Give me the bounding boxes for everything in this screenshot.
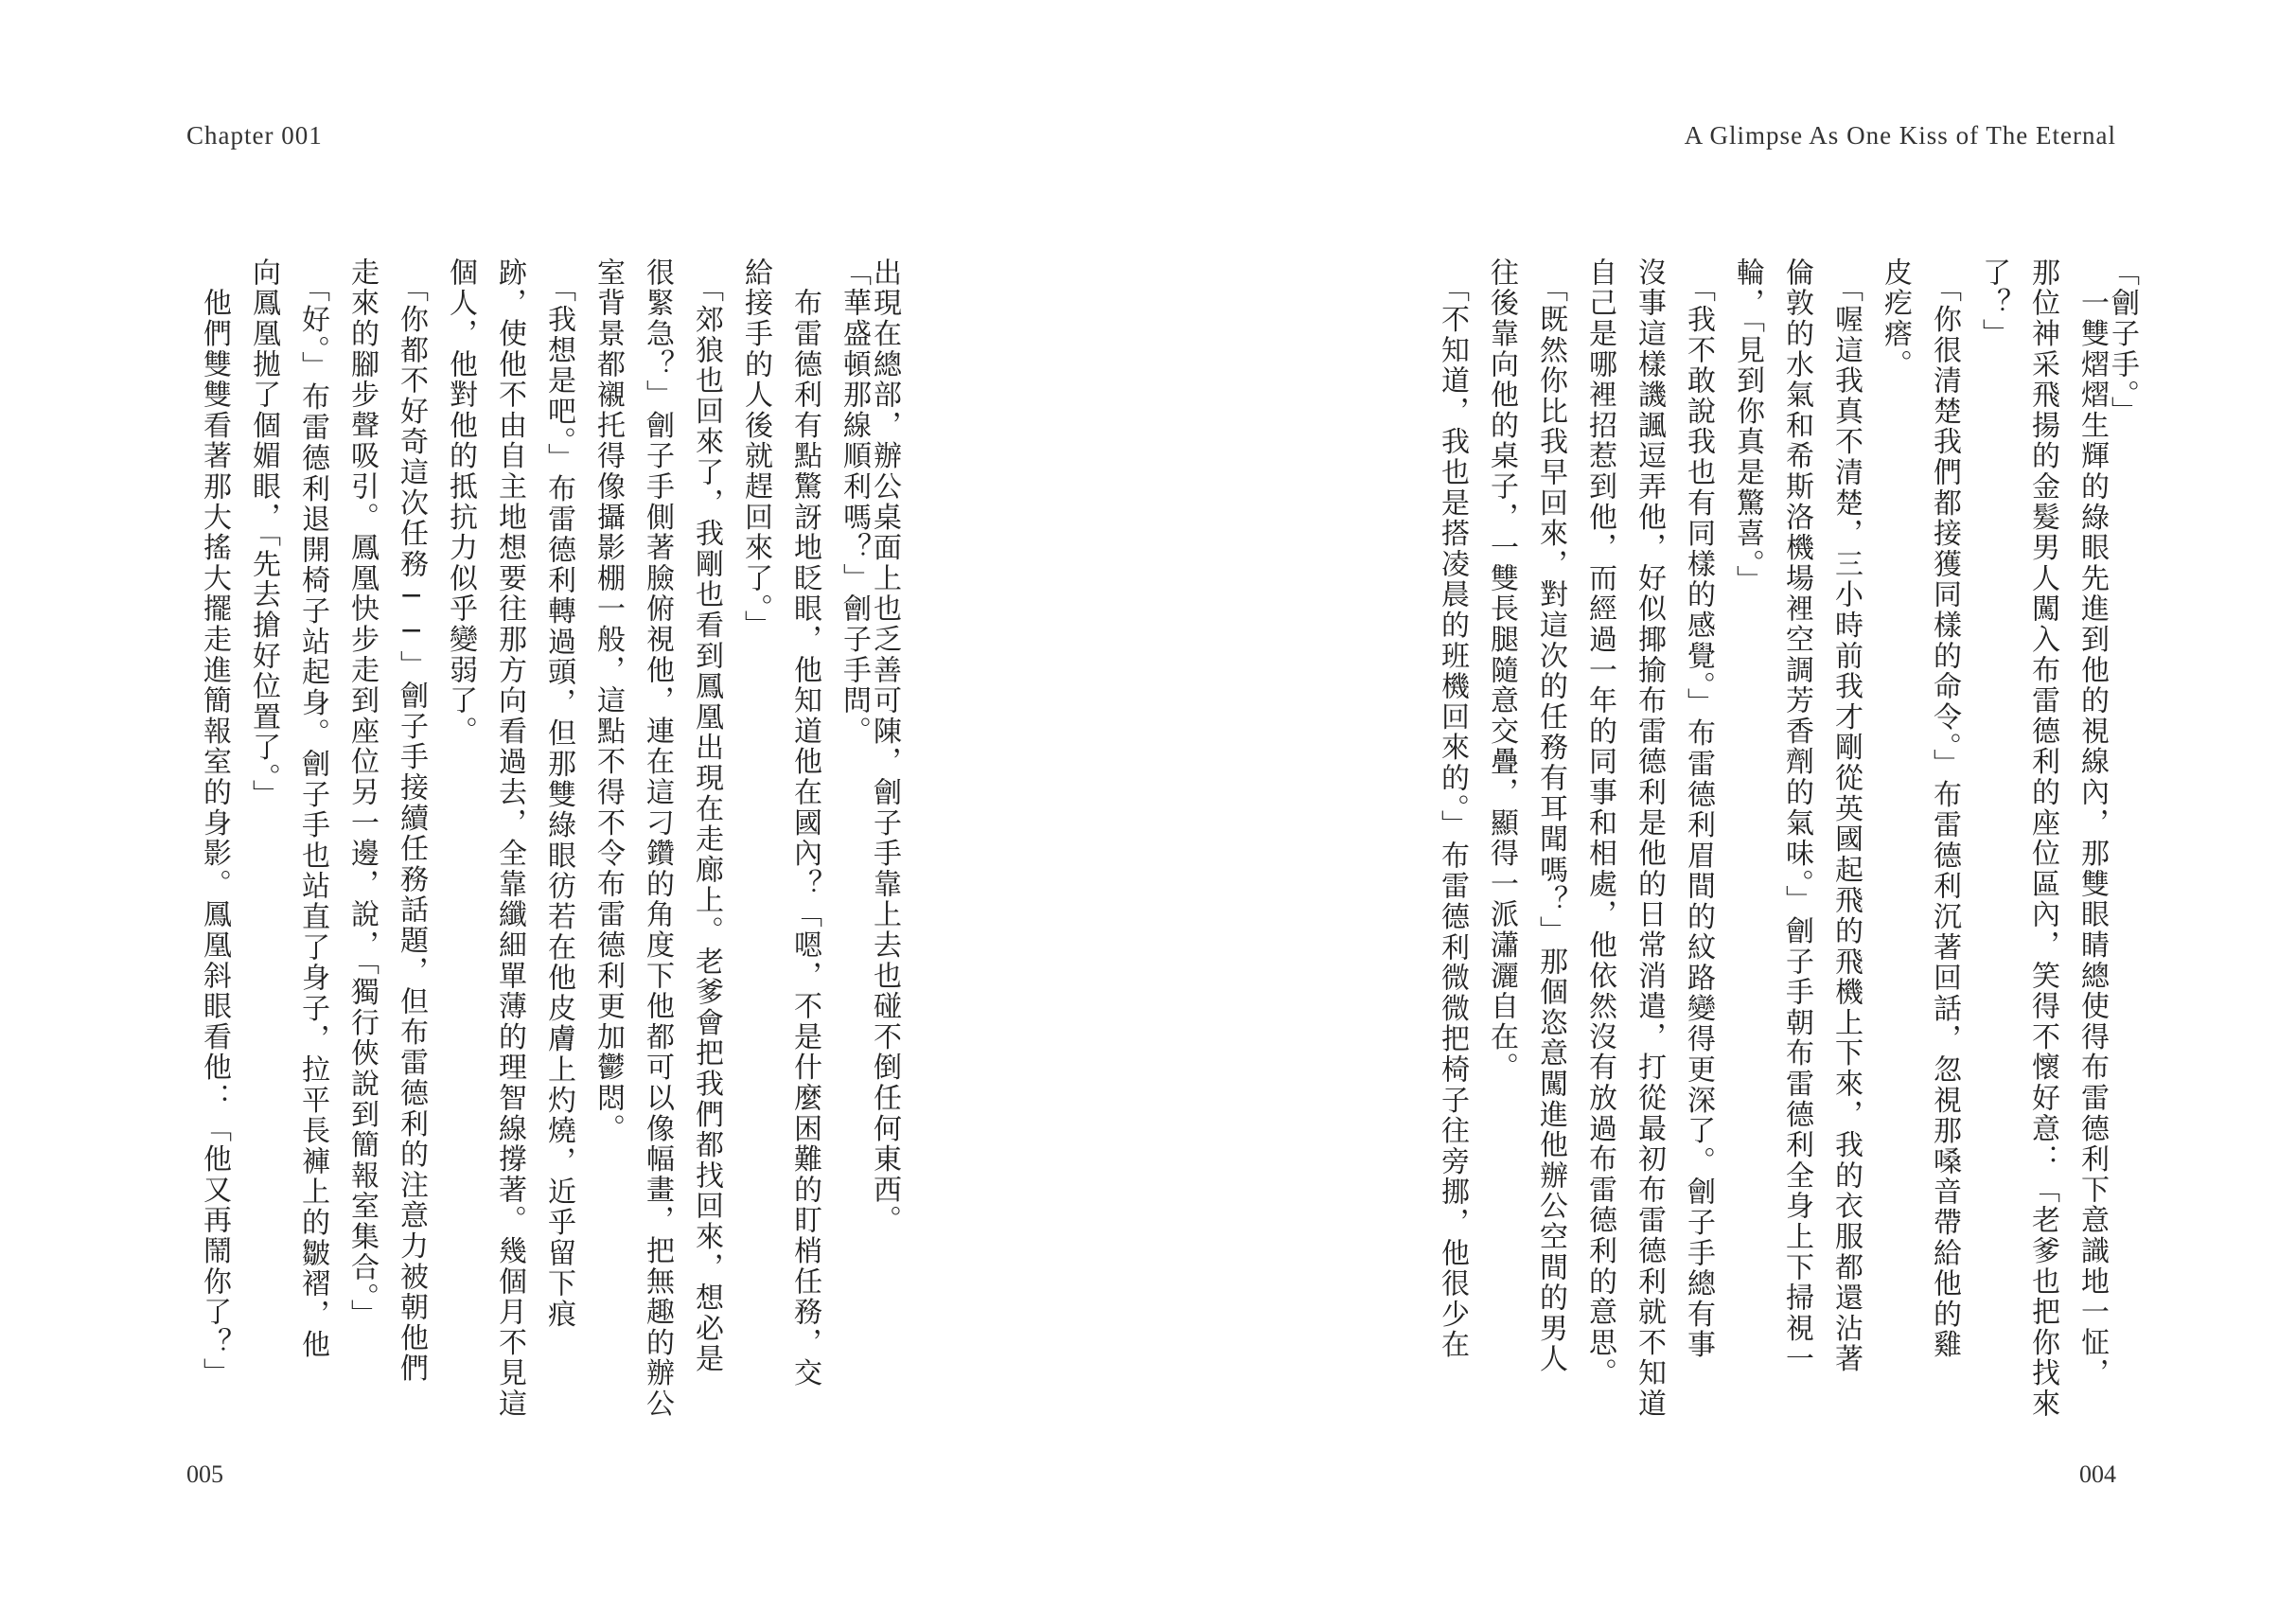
text-column: 出現在總部，辦公桌面上也乏善可陳，劊子手靠上去也碰不倒任何東西。 bbox=[868, 257, 901, 1236]
text-column: 自己是哪裡招惹到他，而經過一年的同事和相處，他依然沒有放過布雷德利的意思。 bbox=[1583, 257, 1616, 1389]
text-column: 「劊子手。」 bbox=[2106, 257, 2139, 427]
text-column: 「既然你比我早回來，對這次的任務有耳聞嗎？」那個恣意闖進他辦公空間的男人 bbox=[1534, 257, 1567, 1375]
text-column: 沒事這樣譏諷逗弄他，好似揶揄布雷德利是他的日常消遣，打從最初布雷德利就不知道 bbox=[1633, 257, 1666, 1420]
page-number: 005 bbox=[186, 1460, 223, 1488]
running-head-chapter: Chapter 001 bbox=[186, 121, 323, 150]
right-page bbox=[1148, 0, 2296, 1610]
text-column: 「你很清楚我們都接獲同樣的命令。」布雷德利沉著回話，忽視那嗓音帶給他的雞 bbox=[1928, 257, 1961, 1361]
page-number: 004 bbox=[2079, 1460, 2116, 1488]
text-column: 個人，他對他的抵抗力似乎變弱了。 bbox=[444, 257, 477, 747]
text-column: 一雙熠熠生輝的綠眼先進到他的視線內，那雙眼睛總使得布雷德利下意識地一怔， bbox=[2075, 257, 2109, 1389]
text-column: 「喔這我真不清楚，三小時前我才剛從英國起飛的飛機上下來，我的衣服都還沾著 bbox=[1829, 257, 1863, 1375]
running-head-title: A Glimpse As One Kiss of The Eternal bbox=[1684, 121, 2116, 150]
text-column: 向鳳凰拋了個媚眼，「先去搶好位置了。」 bbox=[247, 257, 280, 810]
text-column: 了？」 bbox=[1977, 257, 2010, 349]
text-column: 那位神采飛揚的金髮男人闖入布雷德利的座位區內，笑得不懷好意：「老爹也把你找來 bbox=[2026, 257, 2059, 1420]
text-column: 「華盛頓那線順利嗎？」劊子手問。 bbox=[838, 257, 871, 747]
text-column: 「郊狼也回來了，我剛也看到鳳凰出現在走廊上。老爹會把我們都找回來，想必是 bbox=[690, 257, 723, 1375]
text-column: 倫敦的水氣和希斯洛機場裡空調芳香劑的氣味。」劊子手朝布雷德利全身上下掃視一 bbox=[1780, 257, 1813, 1375]
text-column: 他們雙雙看著那大搖大擺走進簡報室的身影。鳳凰斜眼看他：「他又再鬧你了？」 bbox=[198, 257, 231, 1389]
text-column: 室背景都襯托得像攝影棚一般，這點不得不令布雷德利更加鬱悶。 bbox=[592, 257, 625, 1144]
right-page-text-block bbox=[1432, 257, 2139, 1420]
text-column: 輪，「見到你真是驚喜。」 bbox=[1731, 257, 1764, 596]
text-column: 「我不敢說我也有同樣的感覺。」布雷德利眉間的紋路變得更深了。劊子手總有事 bbox=[1682, 257, 1715, 1361]
left-page-text-block bbox=[180, 257, 901, 1420]
text-column: 「我想是吧。」布雷德利轉過頭，但那雙綠眼彷若在他皮膚上灼燒，近乎留下痕 bbox=[542, 257, 575, 1330]
text-column: 「不知道，我也是搭凌晨的班機回來的。」布雷德利微微把椅子往旁挪，他很少在 bbox=[1436, 257, 1469, 1361]
text-column: 皮疙瘩。 bbox=[1879, 257, 1912, 380]
text-column: 往後靠向他的桌子，一雙長腿隨意交疊，顯得一派瀟灑自在。 bbox=[1485, 257, 1518, 1084]
text-column: 「好。」布雷德利退開椅子站起身。劊子手也站直了身子，拉平長褲上的皺褶，他 bbox=[296, 257, 329, 1361]
text-column: 走來的腳步聲吸引。鳳凰快步走到座位另一邊，說，「獨行俠說到簡報室集合。」 bbox=[345, 257, 379, 1330]
text-column: 布雷德利有點驚訝地眨眼，他知道他在國內？「嗯，不是什麼困難的盯梢任務，交 bbox=[788, 257, 821, 1389]
text-column: 跡，使他不由自主地想要往那方向看過去，全靠纖細單薄的理智線撐著。幾個月不見這 bbox=[493, 257, 526, 1420]
text-column: 「你都不好奇這次任務──」劊子手接續任務話題，但布雷德利的注意力被朝他們 bbox=[395, 257, 428, 1385]
text-column: 很緊急？」劊子手側著臉俯視他，連在這刁鑽的角度下他都可以像幅畫，把無趣的辦公 bbox=[641, 257, 674, 1420]
text-column: 給接手的人後就趕回來了。」 bbox=[739, 257, 772, 641]
